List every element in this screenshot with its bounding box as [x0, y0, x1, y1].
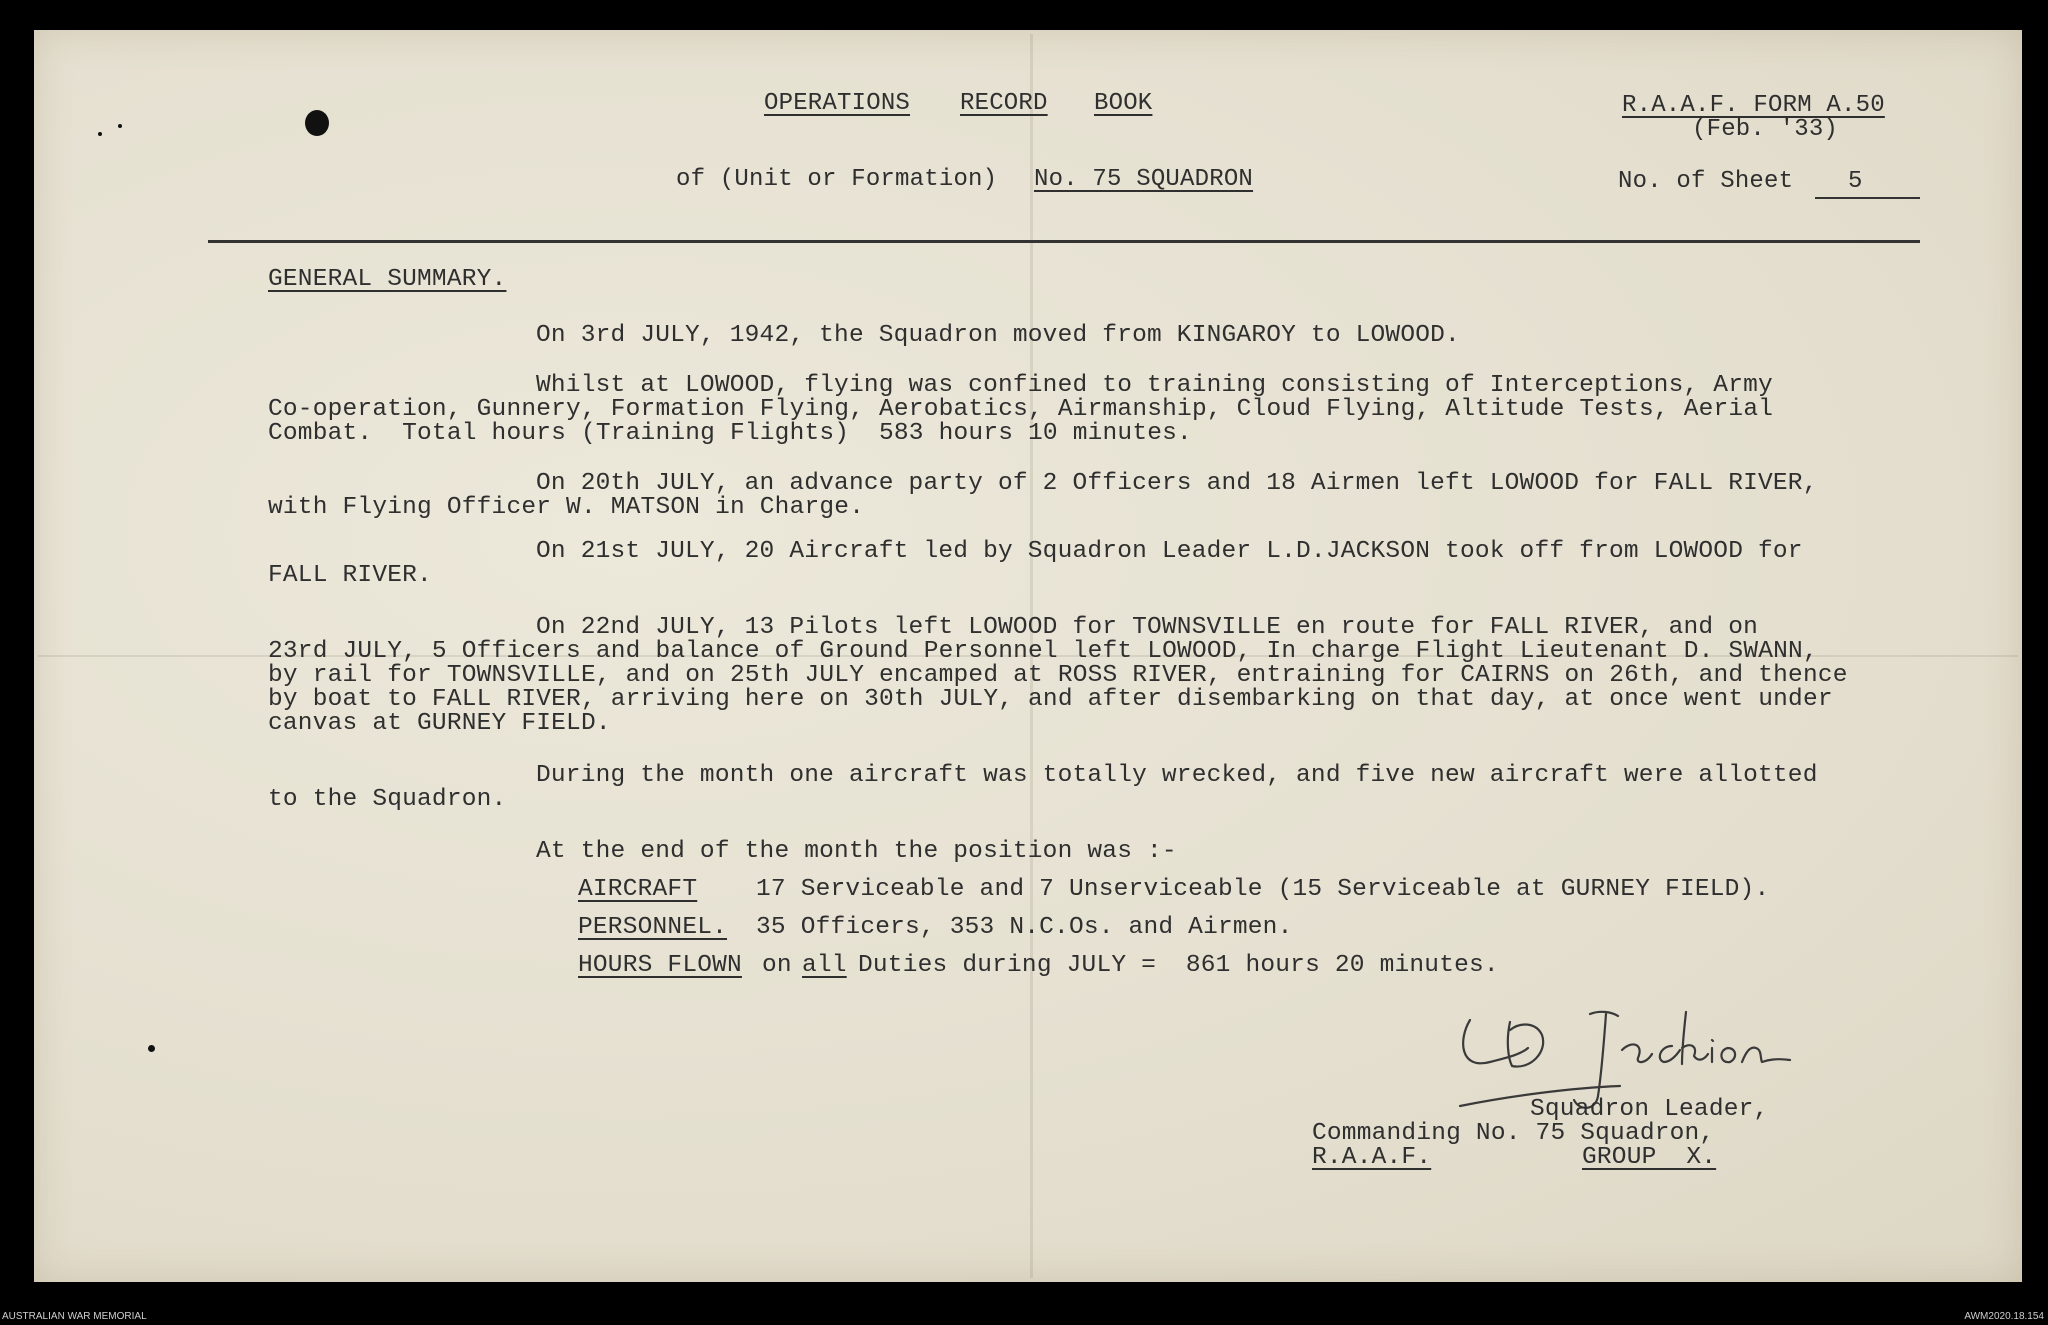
body-line: to the Squadron. — [268, 786, 507, 813]
personnel-text: 35 Officers, 353 N.C.Os. and Airmen. — [756, 914, 1293, 941]
body-line: Whilst at LOWOOD, flying was confined to training consisting of Interceptions, Army — [536, 372, 1773, 399]
footer-accession: AWM2020.18.154 — [1964, 1311, 2044, 1322]
ink-spot — [118, 124, 122, 128]
body-line: At the end of the month the position was :- — [536, 838, 1177, 865]
title-record: RECORD — [960, 90, 1048, 117]
body-line: On 21st JULY, 20 Aircraft led by Squadron Leader L.D.JACKSON took off from LOWOOD for — [536, 538, 1803, 565]
raaf-label: R.A.A.F. — [1312, 1144, 1432, 1171]
title-book: BOOK — [1094, 90, 1153, 117]
ink-spot — [148, 1045, 155, 1052]
title-operations: OPERATIONS — [764, 90, 911, 117]
body-line: Co-operation, Gunnery, Formation Flying, Aerobatics, Airmanship, Cloud Flying, Altitude Tests, Aerial — [268, 396, 1774, 423]
group-label: GROUP X. — [1582, 1144, 1717, 1171]
footer-source: AUSTRALIAN WAR MEMORIAL — [2, 1311, 147, 1322]
body-line: canvas at GURNEY FIELD. — [268, 710, 611, 737]
body-line: with Flying Officer W. MATSON in Charge. — [268, 494, 865, 521]
commanding-line: Commanding No. 75 Squadron, — [1312, 1120, 1715, 1147]
body-line: On 22nd JULY, 13 Pilots left LOWOOD for TOWNSVILLE en route for FALL RIVER, and on — [536, 614, 1758, 641]
body-line: FALL RIVER. — [268, 562, 432, 589]
sheet-number: 5 — [1848, 168, 1863, 195]
signature-text: LDJackson — [1450, 1000, 1456, 1001]
signatory-title: Squadron Leader, — [1530, 1096, 1769, 1123]
aircraft-label: AIRCRAFT — [578, 876, 698, 903]
form-date: (Feb. '33) — [1692, 116, 1839, 143]
body-line: 23rd JULY, 5 Officers and balance of Ground Personnel left LOWOOD, In charge Flight Lieutenant D. SWANN, — [268, 638, 1818, 665]
section-heading: GENERAL SUMMARY. — [268, 266, 507, 293]
body-line: On 3rd JULY, 1942, the Squadron moved from KINGAROY to LOWOOD. — [536, 322, 1460, 349]
body-line: During the month one aircraft was totally wrecked, and five new aircraft were allotted — [536, 762, 1818, 789]
header-rule — [208, 240, 1920, 243]
aircraft-text: 17 Serviceable and 7 Unserviceable (15 Serviceable at GURNEY FIELD). — [756, 876, 1770, 903]
body-line: by boat to FALL RIVER, arriving here on 30th JULY, and after disembarking on that day, at once went under — [268, 686, 1833, 713]
hours-text: Duties during JULY = 861 hours 20 minutes. — [858, 952, 1499, 979]
body-line: by rail for TOWNSVILLE, and on 25th JULY encamped at ROSS RIVER, entraining for CAIRNS on 26th, and thence — [268, 662, 1848, 689]
form-reference: R.A.A.F. FORM A.50 — [1622, 92, 1885, 119]
hours-flown-label: HOURS FLOWN — [578, 952, 742, 979]
punch-hole — [305, 110, 329, 136]
personnel-label: PERSONNEL. — [578, 914, 728, 941]
sheet-label: No. of Sheet — [1618, 168, 1794, 195]
unit-value: No. 75 SQUADRON — [1034, 166, 1254, 193]
body-line: On 20th JULY, an advance party of 2 Officers and 18 Airmen left LOWOOD for FALL RIVER, — [536, 470, 1818, 497]
hours-on: on — [762, 952, 792, 979]
ink-spot — [98, 132, 102, 136]
unit-label: of (Unit or Formation) — [676, 166, 998, 193]
body-line: Combat. Total hours (Training Flights) 583 hours 10 minutes. — [268, 420, 1192, 447]
hours-all: all — [802, 952, 847, 979]
sheet-number-line — [1815, 197, 1920, 199]
